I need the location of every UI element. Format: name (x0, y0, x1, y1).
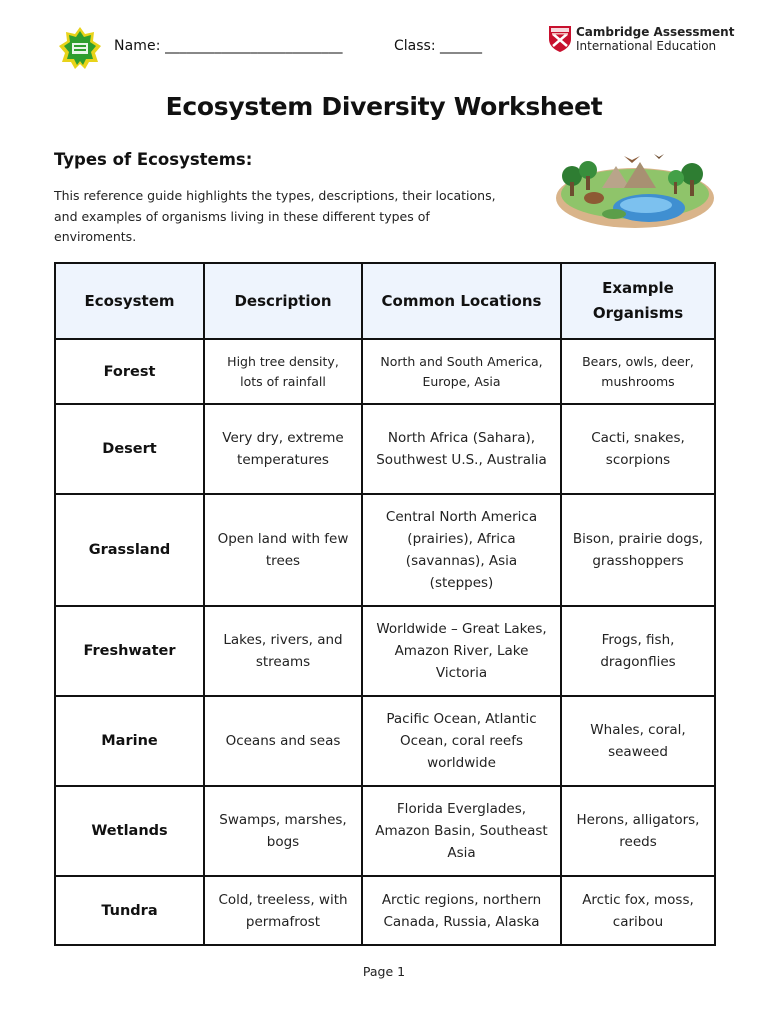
header-description: Description (204, 263, 362, 339)
school-logo-icon (58, 26, 102, 70)
table-row (55, 404, 715, 494)
ecosystem-name: Forest (55, 339, 204, 404)
header-example-organisms: Example Organisms (561, 263, 715, 339)
table-row (55, 494, 715, 606)
ecosystem-organisms: Cacti, snakes, scorpions (561, 404, 715, 494)
ecosystem-name: Tundra (55, 876, 204, 945)
page-title: Ecosystem Diversity Worksheet (165, 92, 603, 121)
ecosystem-organisms: Bison, prairie dogs, grasshoppers (561, 494, 715, 606)
ecosystem-organisms: Bears, owls, deer, mushrooms (561, 339, 715, 404)
page-number: Page 1 (362, 964, 406, 979)
ecosystem-name: Wetlands (55, 786, 204, 876)
name-field: Name: _________________________ (114, 38, 343, 54)
ecosystem-locations: Worldwide – Great Lakes, Amazon River, Lake Victoria (362, 606, 561, 696)
section-heading: Types of Ecosystems: (54, 150, 253, 169)
ecosystem-organisms: Frogs, fish, dragonflies (561, 606, 715, 696)
ecosystem-locations: Central North America (prairies), Africa (savannas), Asia (steppes) (362, 494, 561, 606)
header-common-locations: Common Locations (362, 263, 561, 339)
cambridge-line1: Cambridge Assessment (576, 25, 735, 39)
table-row (55, 876, 715, 945)
ecosystem-name: Grassland (55, 494, 204, 606)
ecosystem-table (54, 262, 716, 946)
cambridge-shield-icon (548, 25, 572, 53)
header-ecosystem: Ecosystem (55, 263, 204, 339)
class-field: Class: ______ (394, 38, 482, 54)
table-row (55, 786, 715, 876)
ecosystem-description: High tree density, lots of rainfall (204, 339, 362, 404)
ecosystem-name: Desert (55, 404, 204, 494)
ecosystem-locations: North and South America, Europe, Asia (362, 339, 561, 404)
ecosystem-description: Swamps, marshes, bogs (204, 786, 362, 876)
ecosystem-name: Marine (55, 696, 204, 786)
ecosystem-organisms: Whales, coral, seaweed (561, 696, 715, 786)
ecosystem-name: Freshwater (55, 606, 204, 696)
intro-paragraph: This reference guide highlights the types, descriptions, their locations, and examples of organisms living in these different types of enviroments. (54, 188, 496, 244)
ecosystem-description: Oceans and seas (204, 696, 362, 786)
table-row (55, 696, 715, 786)
ecosystem-organisms: Herons, alligators, reeds (561, 786, 715, 876)
ecosystem-locations: Arctic regions, northern Canada, Russia, Alaska (362, 876, 561, 945)
ecosystem-description: Cold, treeless, with permafrost (204, 876, 362, 945)
ecosystem-description: Open land with few trees (204, 494, 362, 606)
cambridge-line2: International Education (576, 39, 717, 53)
table-row (55, 606, 715, 696)
table-header-row (55, 263, 715, 339)
ecosystem-description: Lakes, rivers, and streams (204, 606, 362, 696)
ecosystem-locations: North Africa (Sahara), Southwest U.S., Australia (362, 404, 561, 494)
ecosystem-illustration-icon (554, 148, 716, 230)
cambridge-logo (548, 25, 735, 55)
ecosystem-locations: Pacific Ocean, Atlantic Ocean, coral reefs worldwide (362, 696, 561, 786)
ecosystem-description: Very dry, extreme temperatures (204, 404, 362, 494)
ecosystem-organisms: Arctic fox, moss, caribou (561, 876, 715, 945)
table-row (55, 339, 715, 404)
ecosystem-locations: Florida Everglades, Amazon Basin, Southeast Asia (362, 786, 561, 876)
page-header (0, 0, 768, 90)
